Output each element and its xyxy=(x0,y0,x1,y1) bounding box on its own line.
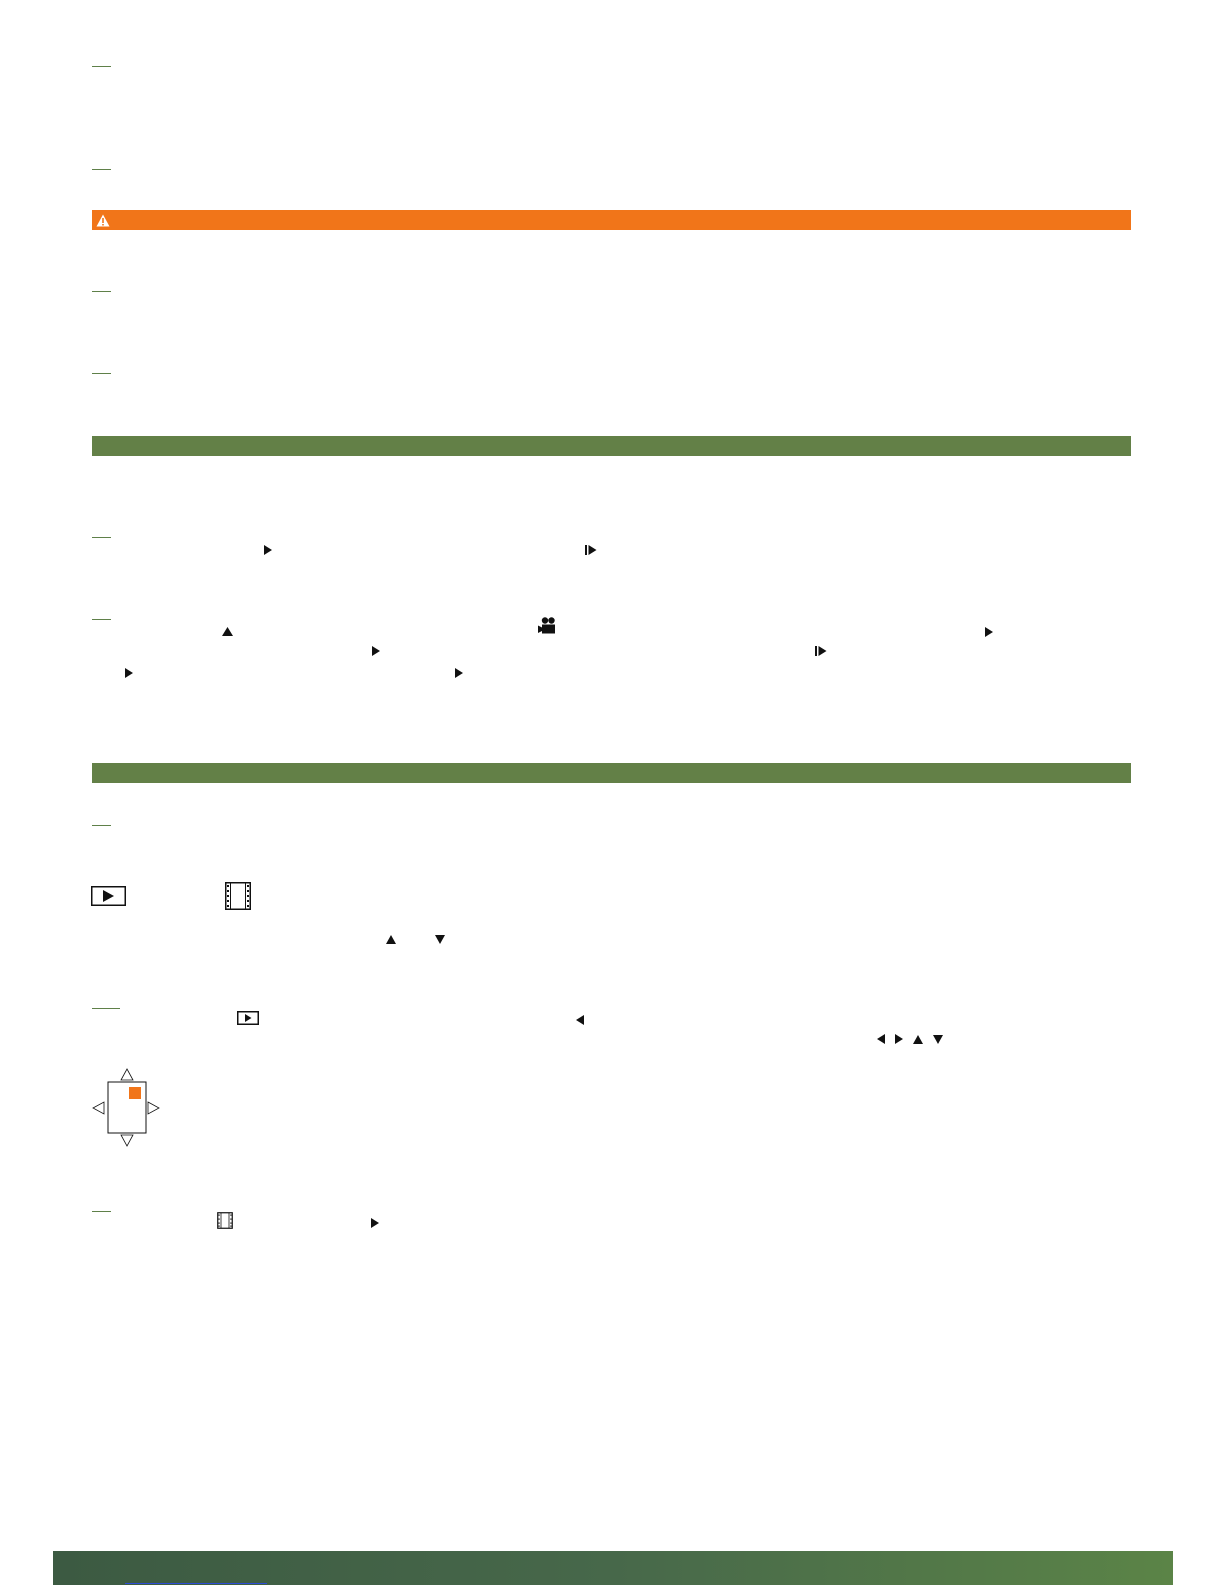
playback-button-icon xyxy=(237,1011,259,1025)
four-way-navigation-icon xyxy=(91,1068,161,1148)
play-right-arrow-icon xyxy=(985,627,993,637)
section-header-bar xyxy=(92,436,1131,456)
play-right-arrow-icon xyxy=(895,1034,903,1044)
step-marker xyxy=(92,1008,120,1009)
film-strip-icon xyxy=(217,1212,233,1229)
play-right-arrow-icon xyxy=(371,1218,379,1228)
movie-camera-icon xyxy=(538,617,558,634)
left-arrow-icon xyxy=(877,1034,885,1044)
footer-link[interactable] xyxy=(125,1563,267,1584)
step-marker xyxy=(92,169,111,170)
up-arrow-icon xyxy=(386,935,396,944)
step-forward-icon xyxy=(585,545,597,555)
film-strip-icon xyxy=(225,882,251,910)
playback-button-icon xyxy=(91,886,126,906)
left-arrow-icon xyxy=(576,1015,584,1025)
section-header-bar xyxy=(92,763,1131,783)
step-marker xyxy=(92,825,111,826)
up-arrow-icon xyxy=(913,1035,923,1044)
page-footer xyxy=(53,1551,1173,1585)
play-right-arrow-icon xyxy=(264,545,272,555)
play-right-arrow-icon xyxy=(372,646,380,656)
up-arrow-icon xyxy=(222,627,233,636)
step-forward-icon xyxy=(815,646,827,656)
step-marker xyxy=(92,619,111,620)
step-marker xyxy=(92,1211,111,1212)
step-marker xyxy=(92,373,111,374)
down-arrow-icon xyxy=(933,1035,943,1044)
play-right-arrow-icon xyxy=(125,668,133,678)
warning-triangle-icon xyxy=(96,214,110,227)
down-arrow-icon xyxy=(435,935,445,944)
play-right-arrow-icon xyxy=(455,668,463,678)
step-marker xyxy=(92,291,111,292)
warning-bar xyxy=(92,210,1131,230)
step-marker xyxy=(92,537,111,538)
step-marker xyxy=(92,66,111,67)
